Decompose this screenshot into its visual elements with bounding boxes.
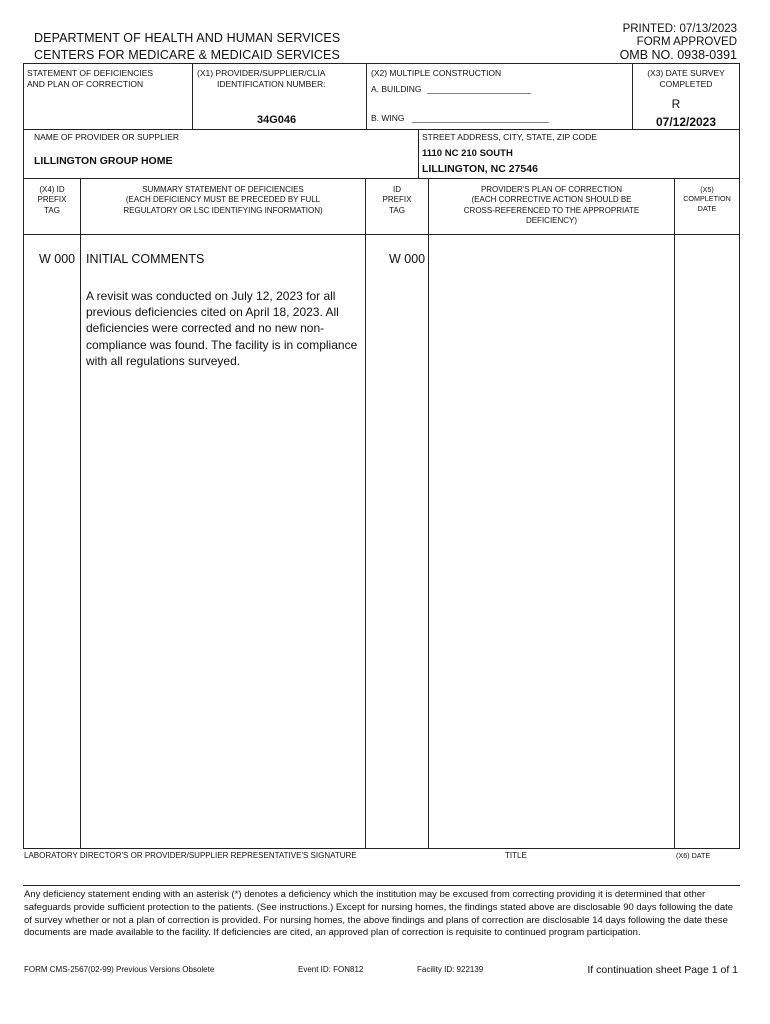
col-x5-header: (X5) COMPLETION DATE — [683, 185, 731, 213]
provider-name: LILLINGTON GROUP HOME — [34, 155, 173, 167]
x1-label: (X1) PROVIDER/SUPPLIER/CLIA — [197, 68, 326, 78]
x3-label: (X3) DATE SURVEY — [647, 68, 725, 78]
x6-date-label: (X6) DATE — [676, 851, 711, 860]
agency-line-1: DEPARTMENT OF HEALTH AND HUMAN SERVICES — [34, 31, 341, 45]
survey-code: R — [671, 97, 681, 111]
deficiency-summary-text: A revisit was conducted on July 12, 2023 for all previous deficiencies cited on April 18, 2023. All deficiencies were corrected and no new non-compliance was found. The facility is in compliance with all regulations surveyed. — [86, 289, 358, 368]
address-label: STREET ADDRESS, CITY, STATE, ZIP CODE — [422, 132, 597, 142]
survey-completed-date: 07/12/2023 — [655, 115, 717, 129]
wing-blank: _____________________________ — [412, 113, 550, 123]
wing-label: B. WING — [371, 113, 405, 123]
disclosure-notice: Any deficiency statement ending with an asterisk (*) denotes a deficiency which the institution may be excused from correcting providing it is determined that other safeguards provide sufficient protection to the patients. (See instructions.) Except for nursing homes, the findings stated above are disclosable 90 days following the date of survey whether or not a plan of correction is provided. For nursing homes, the above findings and plans of correction are disclosable 14 days following the date these documents are made available to the facility. If deficiencies are cited, an approved plan of correction is requisite to continued program participation. — [24, 889, 734, 939]
provider-name-label: NAME OF PROVIDER OR SUPPLIER — [34, 132, 179, 142]
title-label: TITLE — [505, 851, 527, 860]
col-id-header: ID PREFIX TAG — [382, 185, 412, 215]
prefix-tag-right: W 000 — [389, 252, 426, 266]
event-id: Event ID: FON812 — [298, 965, 364, 974]
col-plan-header: PROVIDER'S PLAN OF CORRECTION (EACH CORRECTIVE ACTION SHOULD BE CROSS-REFERENCED TO THE APPROPRIATE DEFICIENCY) — [463, 185, 640, 226]
col-x4-header: (X4) ID PREFIX TAG — [37, 185, 67, 215]
printed-date: PRINTED: 07/13/2023 — [622, 23, 737, 35]
building-label: A. BUILDING — [371, 84, 422, 94]
col-summary-header: SUMMARY STATEMENT OF DEFICIENCIES (EACH DEFICIENCY MUST BE PRECEDED BY FULL REGULATORY OR LSC IDENTIFYING INFORMATION) — [123, 185, 323, 215]
form-number: FORM CMS-2567(02-99) Previous Versions Obsolete — [24, 965, 215, 974]
address-line-2: LILLINGTON, NC 27546 — [422, 163, 538, 175]
form-approved: FORM APPROVED — [636, 36, 737, 48]
deficiency-heading: INITIAL COMMENTS — [86, 252, 205, 266]
prefix-tag-left: W 000 — [39, 252, 76, 266]
building-blank: ______________________ — [427, 84, 532, 94]
x1-label-2: IDENTIFICATION NUMBER: — [217, 79, 326, 89]
omb-number: OMB NO. 0938-0391 — [619, 48, 737, 62]
continuation-sheet: If continuation sheet Page 1 of 1 — [587, 964, 738, 976]
signature-label: LABORATORY DIRECTOR'S OR PROVIDER/SUPPLIER REPRESENTATIVE'S SIGNATURE — [24, 851, 357, 860]
provider-id-number: 34G046 — [257, 114, 297, 126]
address-line-1: 1110 NC 210 SOUTH — [422, 148, 513, 159]
agency-line-2: CENTERS FOR MEDICARE & MEDICAID SERVICES — [34, 48, 340, 62]
x3-label-2: COMPLETED — [659, 79, 713, 89]
facility-id: Facility ID: 922139 — [417, 965, 484, 974]
statement-label-2: AND PLAN OF CORRECTION — [27, 79, 144, 89]
statement-label: STATEMENT OF DEFICIENCIES — [27, 68, 154, 78]
x2-label: (X2) MULTIPLE CONSTRUCTION — [371, 68, 502, 78]
